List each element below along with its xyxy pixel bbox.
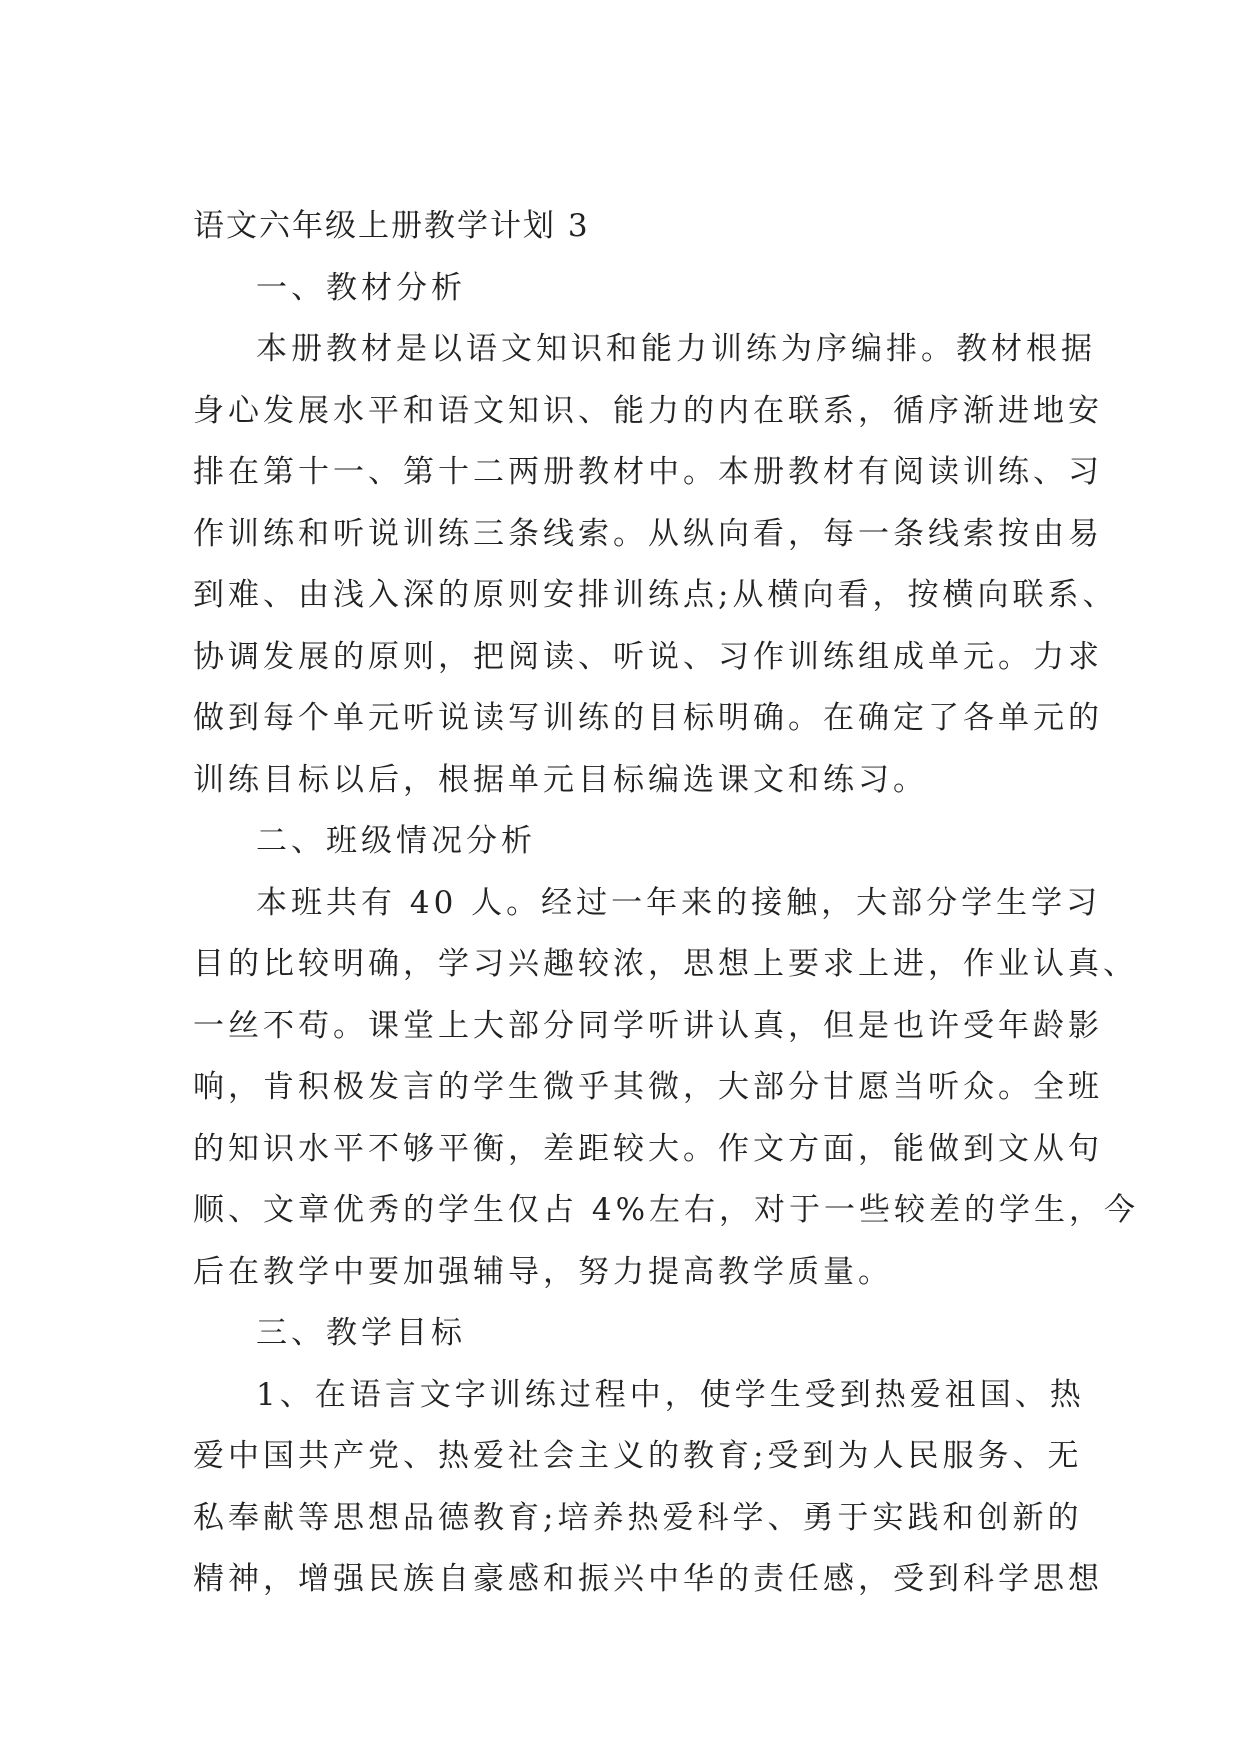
text-line: 的知识水平不够平衡，差距较大。作文方面，能做到文从句 xyxy=(193,1130,1103,1167)
text-line: 顺、文章优秀的学生仅占 4%左右，对于一些较差的学生，今 xyxy=(193,1192,1140,1228)
text-line: 身心发展水平和语文知识、能力的内在联系，循序渐进地安 xyxy=(193,392,1103,429)
text-line: 到难、由浅入深的原则安排训练点;从横向看，按横向联系、 xyxy=(193,577,1118,613)
text-line: 目的比较明确，学习兴趣较浓，思想上要求上进，作业认真、 xyxy=(193,946,1138,982)
document-title: 语文六年级上册教学计划 3 xyxy=(193,208,590,244)
text-line: 私奉献等思想品德教育;培养热爱科学、勇于实践和创新的 xyxy=(193,1499,1083,1536)
text-line: 三、教学目标 xyxy=(256,1315,466,1351)
text-line: 一丝不苟。课堂上大部分同学听讲认真，但是也许受年龄影 xyxy=(193,1007,1103,1044)
text-line: 一、教材分析 xyxy=(256,269,466,306)
text-line: 本班共有 40 人。经过一年来的接触，大部分学生学习 xyxy=(256,884,1102,921)
text-line: 响，肯积极发言的学生微乎其微，大部分甘愿当听众。全班 xyxy=(193,1069,1103,1105)
text-line: 协调发展的原则，把阅读、听说、习作训练组成单元。力求 xyxy=(193,638,1103,675)
text-line: 本册教材是以语文知识和能力训练为序编排。教材根据 xyxy=(256,331,1096,367)
text-line: 1、在语言文字训练过程中，使学生受到热爱祖国、热 xyxy=(256,1376,1085,1413)
text-line: 爱中国共产党、热爱社会主义的教育;受到为人民服务、无 xyxy=(193,1438,1083,1474)
text-line: 排在第十一、第十二两册教材中。本册教材有阅读训练、习 xyxy=(193,454,1103,490)
document-body xyxy=(193,196,1140,1611)
text-line: 训练目标以后，根据单元目标编选课文和练习。 xyxy=(193,761,928,798)
text-line: 做到每个单元听说读写训练的目标明确。在确定了各单元的 xyxy=(193,700,1103,736)
text-line: 作训练和听说训练三条线索。从纵向看，每一条线索按由易 xyxy=(193,515,1103,552)
text-line: 后在教学中要加强辅导，努力提高教学质量。 xyxy=(193,1253,893,1290)
text-line: 精神，增强民族自豪感和振兴中华的责任感，受到科学思想 xyxy=(193,1561,1103,1597)
text-line: 二、班级情况分析 xyxy=(256,823,536,859)
